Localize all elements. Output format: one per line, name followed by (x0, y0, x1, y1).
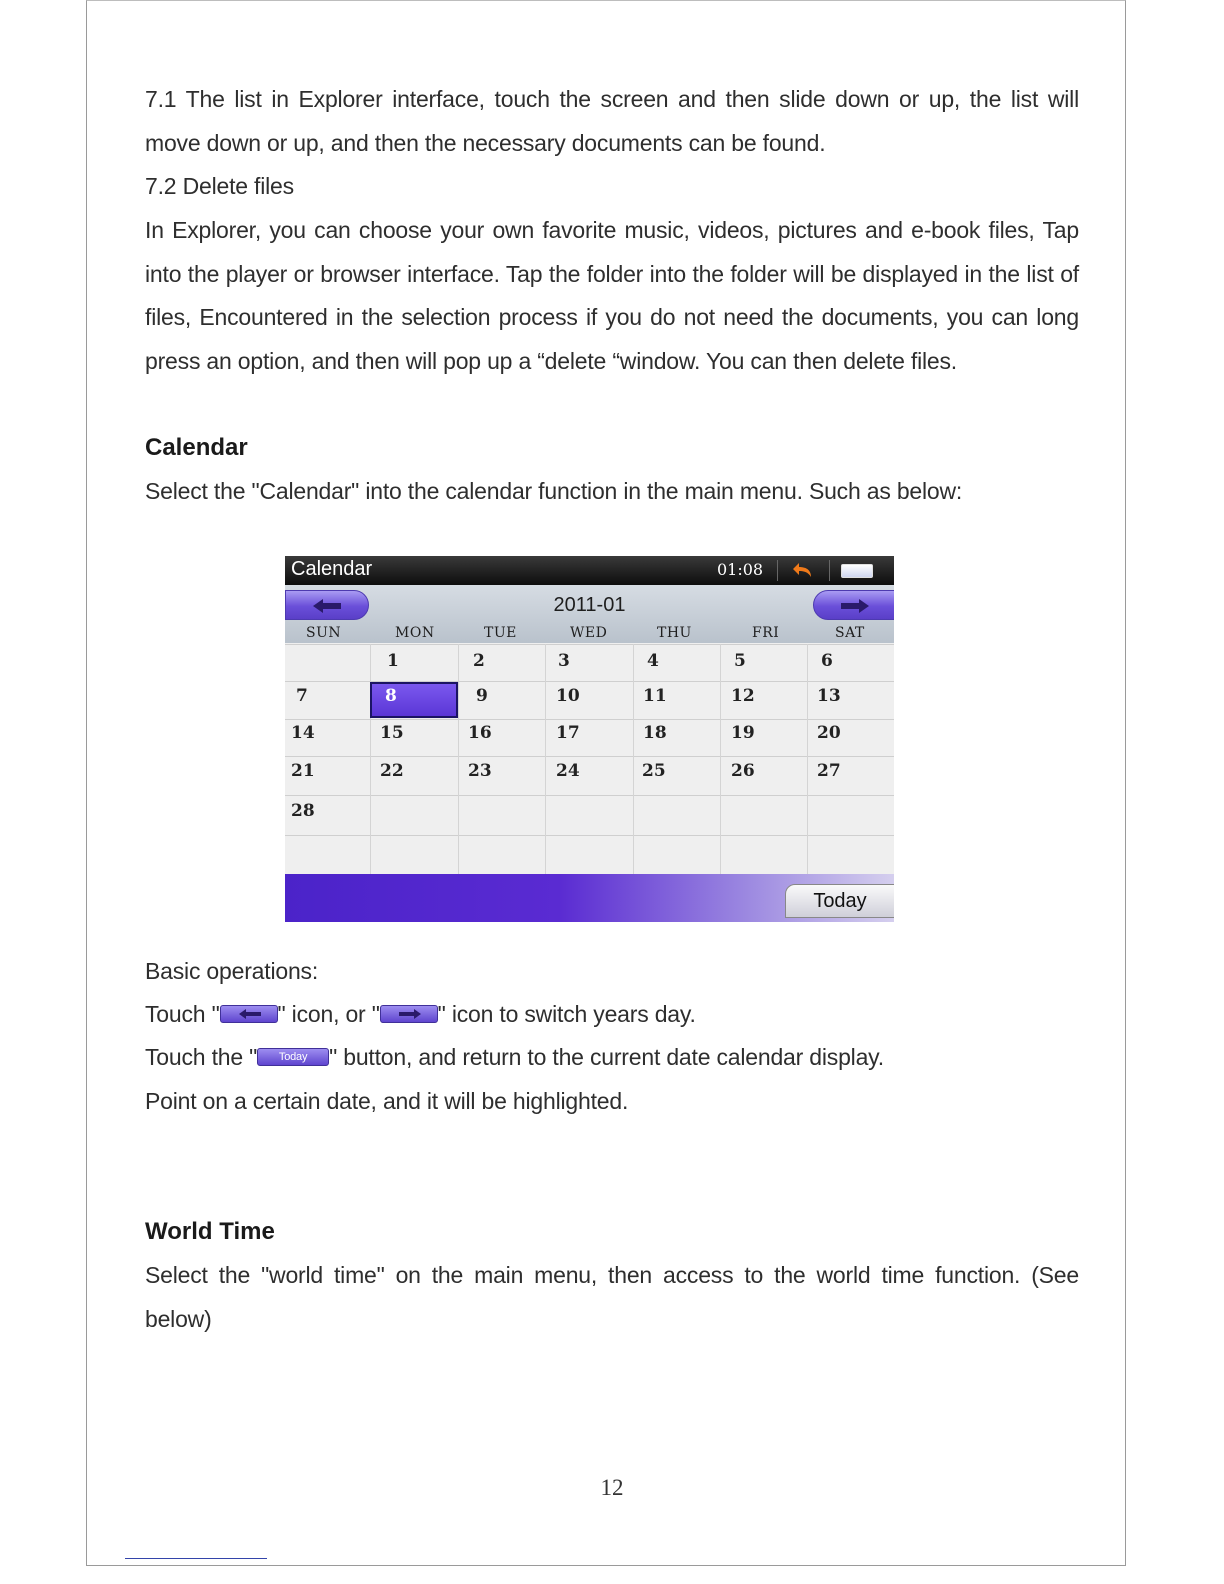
selected-day-highlight[interactable] (370, 682, 458, 718)
weekday-header: SAT (835, 625, 865, 641)
day-cell[interactable]: 26 (731, 761, 755, 781)
battery-icon (841, 564, 873, 578)
day-cell[interactable]: 7 (296, 686, 308, 706)
title-separator (829, 560, 830, 581)
day-cell[interactable]: 21 (291, 761, 315, 781)
day-cell[interactable]: 23 (468, 761, 492, 781)
app-title: Calendar (291, 558, 373, 580)
weekday-header: WED (570, 625, 608, 641)
day-cell[interactable]: 3 (558, 651, 570, 671)
day-cell[interactable]: 18 (643, 723, 667, 743)
clock: 01:08 (717, 560, 764, 579)
day-cell[interactable]: 5 (734, 651, 746, 671)
subheading-delete-files: 7.2 Delete files (145, 173, 294, 199)
page-number: 12 (600, 1475, 624, 1500)
title-separator (777, 560, 778, 581)
paragraph-explorer-list: 7.1 The list in Explorer interface, touch the screen and then slide down or up, the list will move down or up, and then the necessary documents can be found. (145, 86, 1079, 156)
grid-line (285, 719, 894, 720)
day-cell[interactable]: 17 (556, 723, 580, 743)
today-button[interactable]: Today (785, 884, 894, 918)
heading-world-time: World Time (145, 1218, 275, 1245)
day-cell[interactable]: 22 (380, 761, 404, 781)
weekday-header: FRI (752, 625, 780, 641)
weekday-header: THU (657, 625, 692, 641)
day-cell[interactable]: 24 (556, 761, 580, 781)
grid-line (285, 644, 894, 645)
day-cell[interactable]: 27 (817, 761, 841, 781)
day-cell[interactable]: 14 (291, 723, 315, 743)
day-cell[interactable]: 19 (731, 723, 755, 743)
title-bar (285, 556, 894, 585)
paragraph-delete-files: In Explorer, you can choose your own favorite music, videos, pictures and e-book files, Tap into the player or browser interface. Tap the folder into the folder will be displayed in the list of files, Encountered in the selection process if you do not need the documents, you can long press an option, and then will pop up a “delete “window. You can then delete files. (145, 217, 1079, 374)
day-cell[interactable]: 11 (643, 686, 667, 706)
day-cell[interactable]: 10 (556, 686, 580, 706)
arrow-right-icon (839, 598, 871, 614)
day-cell[interactable]: 12 (731, 686, 755, 706)
today-inline-button: Today (257, 1048, 329, 1066)
grid-line (285, 835, 894, 836)
weekday-header: MON (395, 625, 435, 641)
prev-arrow-inline-icon (220, 1005, 278, 1023)
operations-heading: Basic operations: (145, 958, 319, 984)
day-cell[interactable]: 1 (387, 651, 399, 671)
weekday-header: TUE (484, 625, 517, 641)
day-cell[interactable]: 28 (291, 801, 315, 821)
month-label: 2011-01 (553, 594, 626, 616)
calendar-screenshot (285, 556, 894, 922)
calendar-intro: Select the "Calendar" into the calendar function in the main menu. Such as below: (145, 478, 963, 504)
day-cell[interactable]: 2 (473, 651, 485, 671)
operations-line-today (145, 1043, 884, 1071)
day-cell[interactable]: 13 (817, 686, 841, 706)
text-fragment: " icon to switch years day. (437, 1001, 696, 1027)
day-cell[interactable]: 25 (642, 761, 666, 781)
heading-calendar: Calendar (145, 434, 248, 461)
grid-line (285, 795, 894, 796)
day-cell[interactable]: 4 (647, 651, 659, 671)
text-fragment: " icon, or " (277, 1001, 380, 1027)
back-icon[interactable] (791, 559, 815, 581)
weekday-header: SUN (306, 625, 342, 641)
day-cell[interactable]: 16 (468, 723, 492, 743)
operations-line-highlight: Point on a certain date, and it will be highlighted. (145, 1088, 629, 1114)
day-cell[interactable]: 15 (380, 723, 404, 743)
paragraph-world-time: Select the "world time" on the main menu, then access to the world time function. (See below) (145, 1262, 1079, 1332)
day-cell[interactable]: 6 (821, 651, 833, 671)
operations-line-switch (145, 1000, 696, 1028)
text-fragment: " button, and return to the current date calendar display. (329, 1044, 884, 1070)
day-cell[interactable]: 20 (817, 723, 841, 743)
day-cell-selected[interactable]: 8 (385, 686, 397, 706)
footnote-rule (125, 1558, 267, 1559)
next-arrow-inline-icon (380, 1005, 438, 1023)
next-month-button[interactable] (813, 590, 894, 620)
text-fragment: Touch " (145, 1001, 220, 1027)
day-cell[interactable]: 9 (476, 686, 488, 706)
text-fragment: Touch the " (145, 1044, 258, 1070)
grid-line (285, 756, 894, 757)
